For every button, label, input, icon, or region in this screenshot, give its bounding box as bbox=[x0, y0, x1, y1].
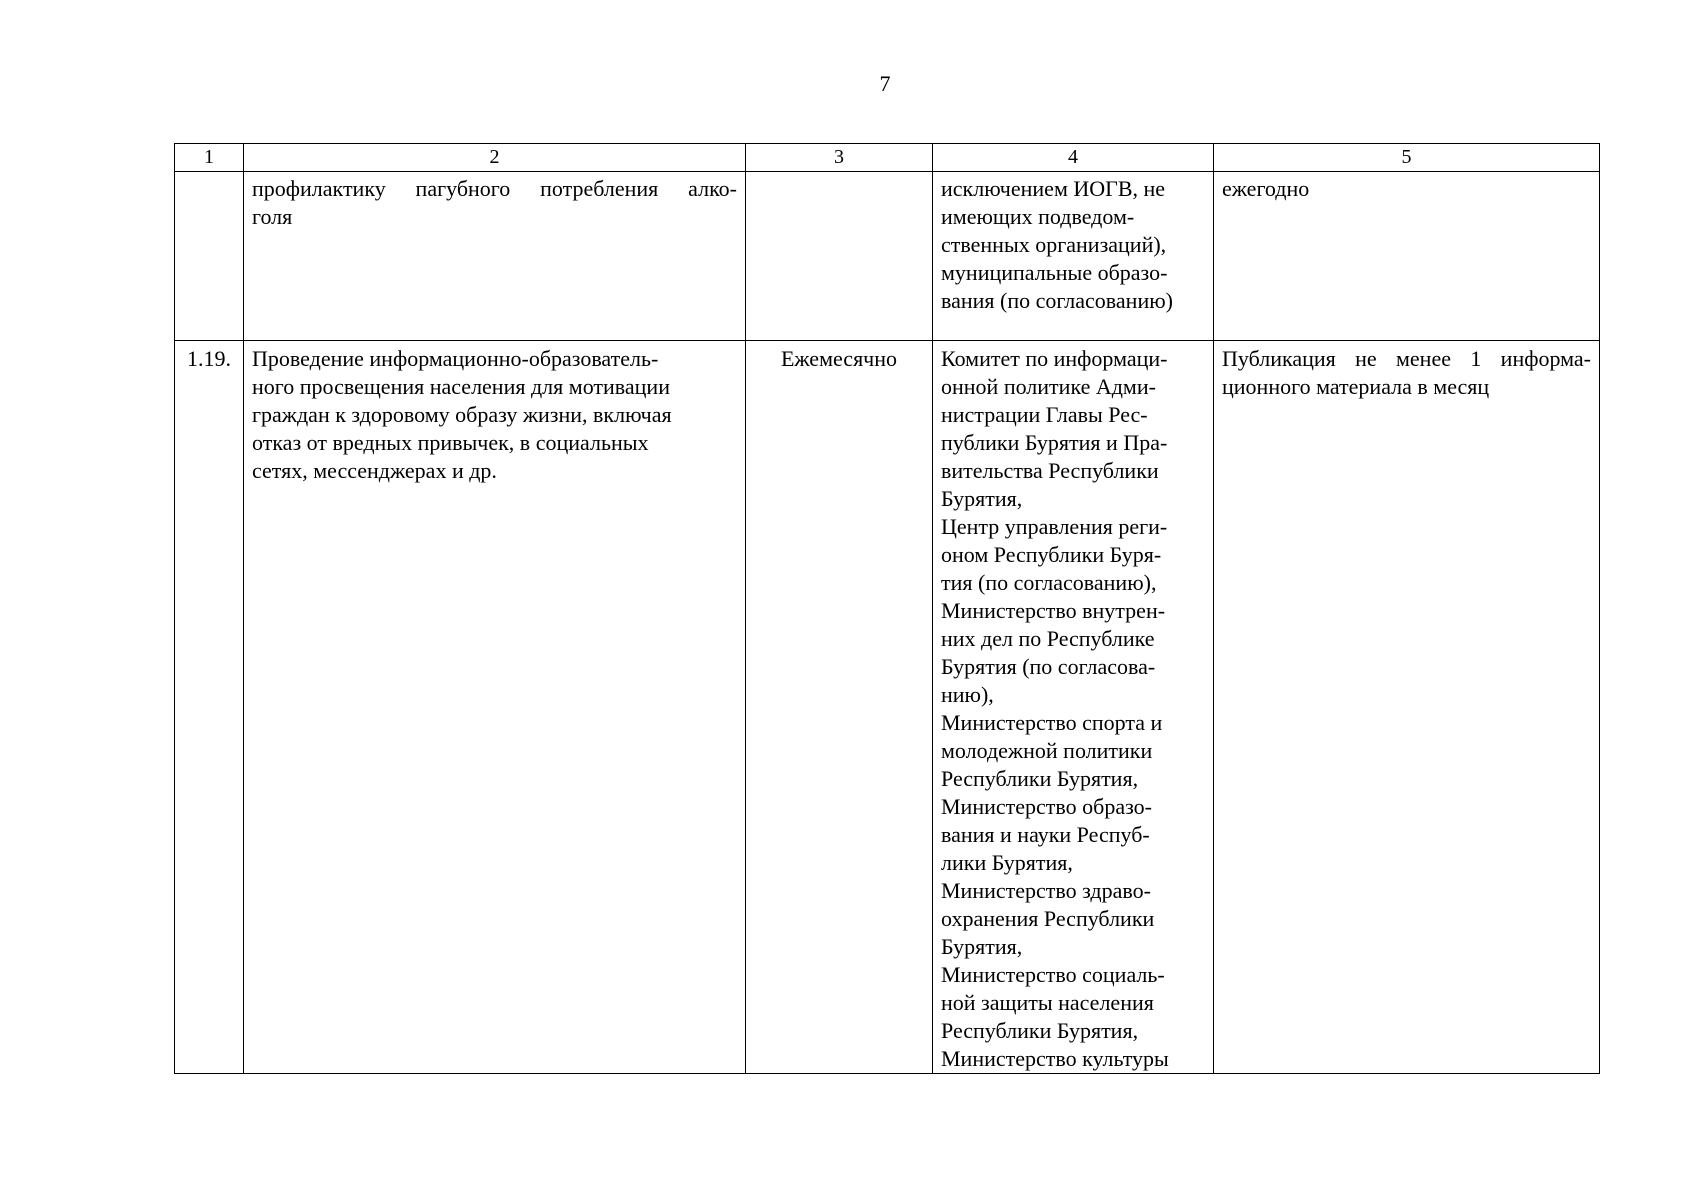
measure-name-cell bbox=[244, 341, 746, 1074]
table-row-1-19 bbox=[175, 341, 1600, 1074]
text-line: Республики Бурятия, bbox=[941, 766, 1139, 791]
text-line: оном Республики Буря- bbox=[941, 542, 1162, 567]
result-cell: ежегодно bbox=[1214, 172, 1600, 341]
text-line: Центр управления реги- bbox=[941, 514, 1168, 539]
text-line: лики Бурятия, bbox=[941, 850, 1073, 875]
table-header-row bbox=[175, 144, 1600, 172]
text-line: граждан к здоровому образу жизни, включая bbox=[252, 402, 672, 427]
row-number-cell bbox=[175, 172, 244, 341]
text-line: голя bbox=[252, 204, 293, 229]
text-line: ной защиты населения bbox=[941, 990, 1154, 1015]
text-line: Министерство спорта и bbox=[941, 710, 1163, 735]
header-cell-4: 4 bbox=[933, 144, 1214, 172]
responsible-cell bbox=[933, 341, 1214, 1074]
text-line: профилактику пагубного потребления алко- bbox=[252, 176, 737, 201]
result-cell bbox=[1214, 341, 1600, 1074]
text-line: муниципальные образо- bbox=[941, 260, 1168, 285]
measures-table bbox=[174, 143, 1600, 1074]
text-line: нистрации Главы Рес- bbox=[941, 402, 1148, 427]
text-line: молодежной политики bbox=[941, 738, 1153, 763]
text-line: публики Бурятия и Пра- bbox=[941, 430, 1168, 455]
text-line: отказ от вредных привычек, в социальных bbox=[252, 430, 649, 455]
text-line: охранения Республики bbox=[941, 906, 1155, 931]
deadline-cell bbox=[746, 172, 933, 341]
text-line: вания и науки Респуб- bbox=[941, 822, 1150, 847]
text-line: Бурятия (по согласова- bbox=[941, 654, 1156, 679]
row-number-cell: 1.19. bbox=[175, 341, 244, 1074]
text-line: ственных организаций), bbox=[941, 232, 1167, 257]
text-line: Министерство образо- bbox=[941, 794, 1152, 819]
text-line: сетях, мессенджерах и др. bbox=[252, 458, 497, 483]
text-line: вительства Республики bbox=[941, 458, 1159, 483]
text-line: онной политике Адми- bbox=[941, 374, 1156, 399]
text-line: Публикация не менее 1 информа- bbox=[1222, 346, 1591, 371]
table-row-continued bbox=[175, 172, 1600, 341]
text-line: Министерство культуры bbox=[941, 1046, 1169, 1071]
text-line: нию), bbox=[941, 682, 994, 707]
text-line: Проведение информационно-образователь- bbox=[252, 346, 659, 371]
text-line: Министерство внутрен- bbox=[941, 598, 1166, 623]
text-line: вания (по согласованию) bbox=[941, 288, 1173, 313]
text-line: Бурятия, bbox=[941, 486, 1023, 511]
header-cell-5: 5 bbox=[1214, 144, 1600, 172]
responsible-cell bbox=[933, 172, 1214, 341]
text-line: Министерство социаль- bbox=[941, 962, 1165, 987]
text-line: них дел по Республике bbox=[941, 626, 1155, 651]
header-cell-2: 2 bbox=[244, 144, 746, 172]
measure-name-cell bbox=[244, 172, 746, 341]
page-number: 7 bbox=[879, 71, 891, 96]
text-line: ционного материала в месяц bbox=[1222, 374, 1490, 399]
text-line: Министерство здраво- bbox=[941, 878, 1151, 903]
text-line: имеющих подведом- bbox=[941, 204, 1135, 229]
text-line: Республики Бурятия, bbox=[941, 1018, 1139, 1043]
text-line: исключением ИОГВ, не bbox=[941, 176, 1166, 201]
header-cell-1: 1 bbox=[175, 144, 244, 172]
deadline-cell: Ежемесячно bbox=[746, 341, 933, 1074]
header-cell-3: 3 bbox=[746, 144, 933, 172]
text-line: ного просвещения населения для мотивации bbox=[252, 374, 670, 399]
text-line: тия (по согласованию), bbox=[941, 570, 1157, 595]
text-line: Бурятия, bbox=[941, 934, 1023, 959]
text-line: Комитет по информаци- bbox=[941, 346, 1168, 371]
